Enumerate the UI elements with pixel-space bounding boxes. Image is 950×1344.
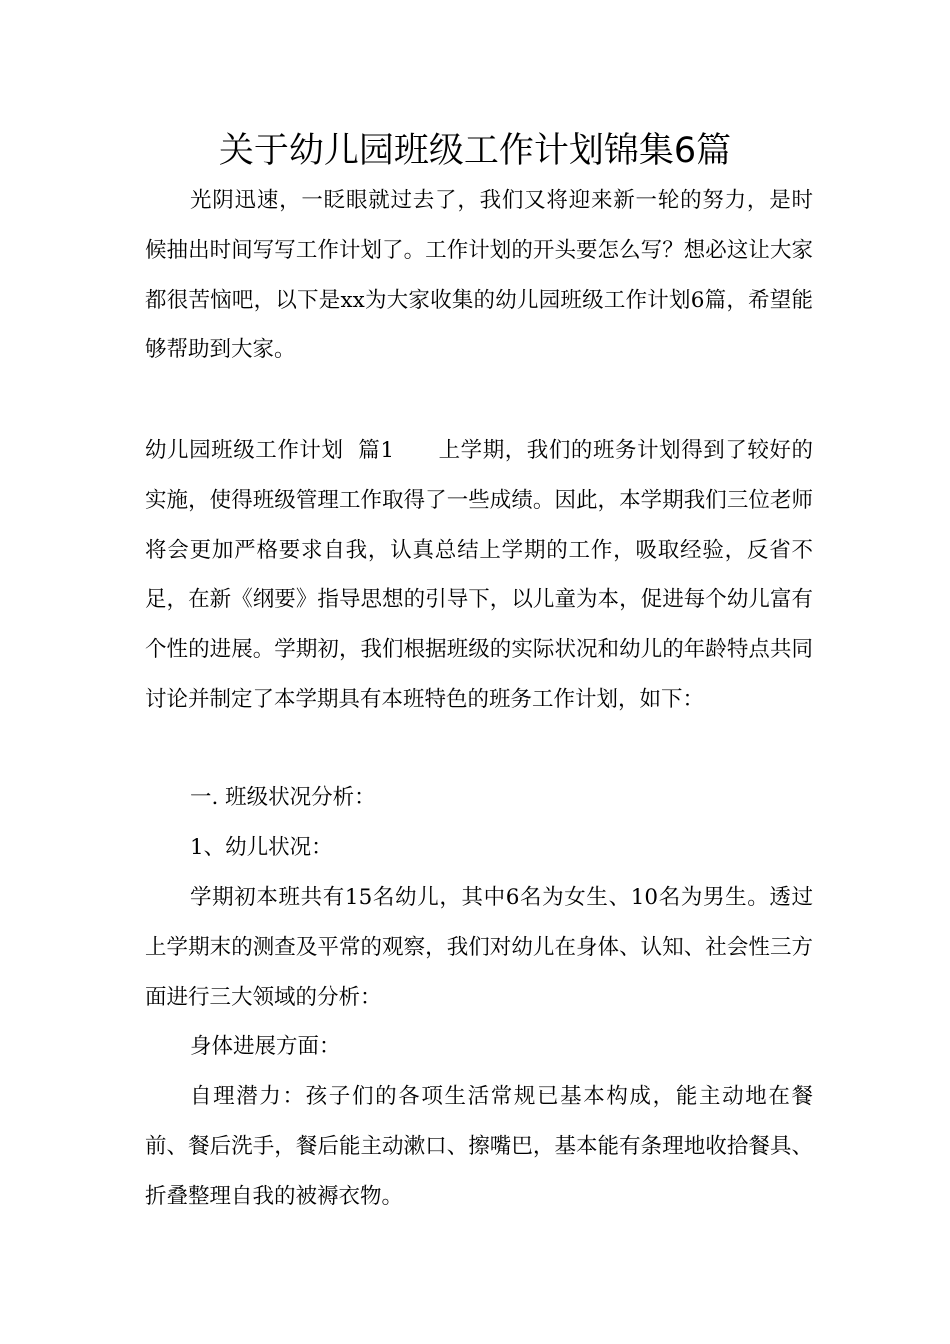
intro-paragraph: 光阴迅速，一眨眼就过去了，我们又将迎来新一轮的努力，是时候抽出时间写写工作计划了。工作计划的开头要怎么写？想必这让大家都很苦恼吧，以下是xx为大家收集的幼儿园班级工作计划6篇，希望能够帮助到大家。 bbox=[145, 188, 813, 363]
self-care-paragraph: 自理潜力：孩子们的各项生活常规已基本构成，能主动地在餐前、餐后洗手，餐后能主动漱口、擦嘴巴，基本能有条理地收拾餐具、折叠整理自我的被褥衣物。 bbox=[145, 1084, 813, 1209]
document-title: 关于幼儿园班级工作计划锦集6篇 bbox=[218, 131, 732, 171]
section1-paragraph bbox=[145, 426, 813, 725]
children-status-paragraph: 学期初本班共有15名幼儿，其中6名为女生、10名为男生。透过上学期末的测查及平常的观察，我们对幼儿在身体、认知、社会性三方面进行三大领域的分析： bbox=[145, 885, 813, 1010]
heading-children-status: 1、幼儿状况： bbox=[190, 835, 333, 860]
section1-text: 上学期，我们的班务计划得到了较好的实施，使得班级管理工作取得了一些成绩。因此，本学期我们三位老师将会更加严格要求自我，认真总结上学期的工作，吸取经验，反省不足，在新《纲要》指导思想的引导下，以儿童为本，促进每个幼儿富有个性的进展。学期初，我们根据班级的实际状况和幼儿的年龄特点共同讨论并制定了本学期具有本班特色的班务工作计划，如下： bbox=[145, 438, 813, 712]
heading-class-analysis: 一. 班级状况分析： bbox=[190, 785, 376, 810]
heading-physical-development: 身体进展方面： bbox=[190, 1034, 341, 1059]
section1-heading: 幼儿园班级工作计划 篇1 bbox=[145, 438, 395, 463]
